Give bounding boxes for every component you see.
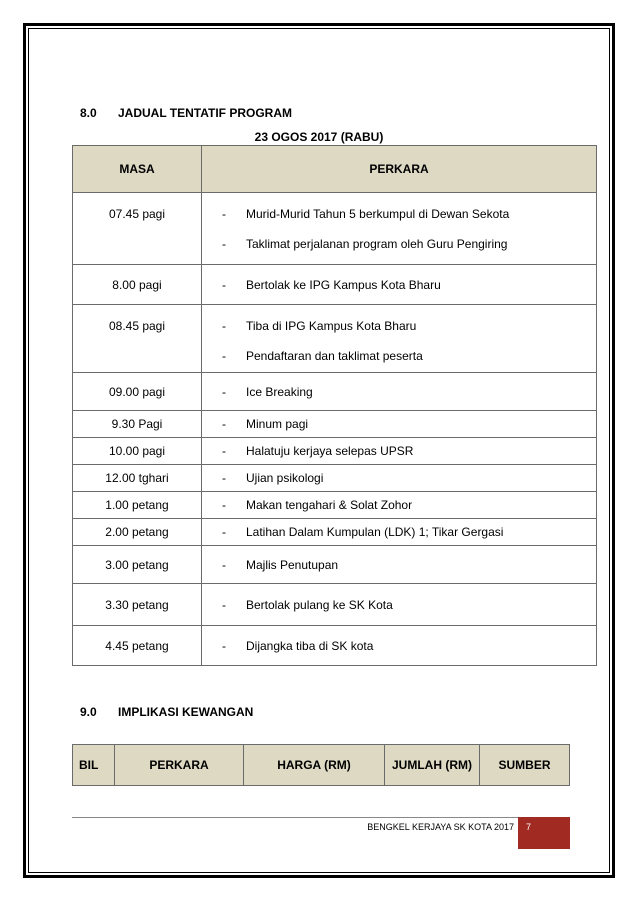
schedule-activity (202, 278, 596, 292)
schedule-activity-cell (202, 584, 597, 626)
schedule-activity (202, 349, 596, 363)
bullet-dash: - (222, 237, 226, 251)
page-number-badge (518, 817, 570, 849)
schedule-row (73, 546, 597, 584)
schedule-time: 8.00 pagi (73, 265, 202, 305)
schedule-header-item: PERKARA (202, 146, 597, 193)
bullet-dash: - (222, 471, 226, 485)
section-9-heading (80, 705, 253, 719)
schedule-activity (202, 319, 596, 333)
schedule-activity-text: Bertolak ke IPG Kampus Kota Bharu (246, 277, 441, 292)
schedule-row (73, 584, 597, 626)
schedule-time: 10.00 pagi (73, 438, 202, 465)
schedule-activity-cell (202, 465, 597, 492)
schedule-activity-text: Tiba di IPG Kampus Kota Bharu (246, 319, 417, 333)
footer-title: BENGKEL KERJAYA SK KOTA 2017 (367, 822, 514, 832)
bullet-dash: - (222, 597, 226, 612)
section-9-number: 9.0 (80, 705, 97, 719)
schedule-time: 09.00 pagi (73, 373, 202, 411)
section-8-heading (80, 106, 292, 120)
page-number: 7 (526, 822, 532, 832)
bullet-dash: - (222, 207, 226, 221)
bullet-dash: - (222, 384, 226, 399)
schedule-activity-cell (202, 373, 597, 411)
section-8-title: JADUAL TENTATIF PROGRAM (118, 106, 292, 120)
schedule-activity (202, 237, 596, 251)
schedule-activity (202, 525, 596, 539)
schedule-time: 1.00 petang (73, 492, 202, 519)
schedule-header-time: MASA (73, 146, 202, 193)
finance-header-bil: BIL (73, 745, 115, 786)
schedule-activity-text: Majlis Penutupan (246, 557, 339, 572)
section-9-title: IMPLIKASI KEWANGAN (118, 705, 254, 719)
bullet-dash: - (222, 444, 226, 458)
bullet-dash: - (222, 557, 226, 572)
schedule-time: 08.45 pagi (73, 305, 202, 373)
finance-header-perkara: PERKARA (115, 745, 244, 786)
schedule-body (73, 193, 597, 666)
schedule-activity-cell (202, 305, 597, 373)
bullet-dash: - (222, 638, 226, 653)
schedule-row (73, 438, 597, 465)
schedule-activity (202, 471, 596, 485)
schedule-activity-text: Pendaftaran dan taklimat peserta (246, 349, 423, 363)
schedule-table (72, 145, 597, 666)
bullet-dash: - (222, 319, 226, 333)
schedule-activity-cell (202, 519, 597, 546)
schedule-activity-text: Murid-Murid Tahun 5 berkumpul di Dewan Sekota (246, 207, 510, 221)
schedule-activity-text: Makan tengahari & Solat Zohor (246, 498, 413, 512)
schedule-row (73, 373, 597, 411)
schedule-activity-cell (202, 492, 597, 519)
schedule-activity-text: Dijangka tiba di SK kota (246, 638, 374, 653)
bullet-dash: - (222, 349, 226, 363)
schedule-time: 3.30 petang (73, 584, 202, 626)
schedule-time: 2.00 petang (73, 519, 202, 546)
schedule-activity (202, 207, 596, 221)
bullet-dash: - (222, 525, 226, 539)
schedule-activity-text: Latihan Dalam Kumpulan (LDK) 1; Tikar Gergasi (246, 525, 504, 539)
finance-header-jumlah: JUMLAH (RM) (385, 745, 480, 786)
schedule-activity (202, 385, 596, 399)
schedule-header-row (73, 146, 597, 193)
finance-header-row (73, 745, 570, 786)
schedule-activity (202, 639, 596, 653)
schedule-activity (202, 598, 596, 612)
schedule-row (73, 492, 597, 519)
schedule-row (73, 465, 597, 492)
bullet-dash: - (222, 417, 226, 431)
schedule-activity-cell (202, 438, 597, 465)
schedule-row (73, 265, 597, 305)
schedule-date: 23 OGOS 2017 (RABU) (254, 130, 384, 144)
finance-header-sumber: SUMBER (480, 745, 570, 786)
schedule-activity-text: Ujian psikologi (246, 471, 324, 485)
schedule-activity-cell (202, 193, 597, 265)
bullet-dash: - (222, 277, 226, 292)
schedule-row (73, 411, 597, 438)
schedule-time: 07.45 pagi (73, 193, 202, 265)
bullet-dash: - (222, 498, 226, 512)
section-8-number: 8.0 (80, 106, 97, 120)
schedule-time: 9.30 Pagi (73, 411, 202, 438)
finance-header-harga: HARGA (RM) (244, 745, 385, 786)
schedule-row (73, 519, 597, 546)
schedule-activity-cell (202, 626, 597, 666)
schedule-time: 12.00 tghari (73, 465, 202, 492)
schedule-activity (202, 444, 596, 458)
schedule-row (73, 193, 597, 265)
schedule-activity-text: Halatuju kerjaya selepas UPSR (246, 444, 414, 458)
schedule-activity-cell (202, 546, 597, 584)
schedule-activity (202, 417, 596, 431)
schedule-activity-cell (202, 411, 597, 438)
schedule-time: 3.00 petang (73, 546, 202, 584)
schedule-time: 4.45 petang (73, 626, 202, 666)
schedule-activity (202, 498, 596, 512)
footer-divider (72, 817, 570, 818)
finance-table (72, 744, 570, 786)
schedule-activity (202, 558, 596, 572)
schedule-activity-cell (202, 265, 597, 305)
schedule-row (73, 305, 597, 373)
schedule-activity-text: Taklimat perjalanan program oleh Guru Pengiring (246, 237, 508, 251)
schedule-activity-text: Minum pagi (246, 417, 309, 431)
schedule-activity-text: Ice Breaking (246, 384, 313, 399)
schedule-row (73, 626, 597, 666)
schedule-activity-text: Bertolak pulang ke SK Kota (246, 597, 393, 612)
